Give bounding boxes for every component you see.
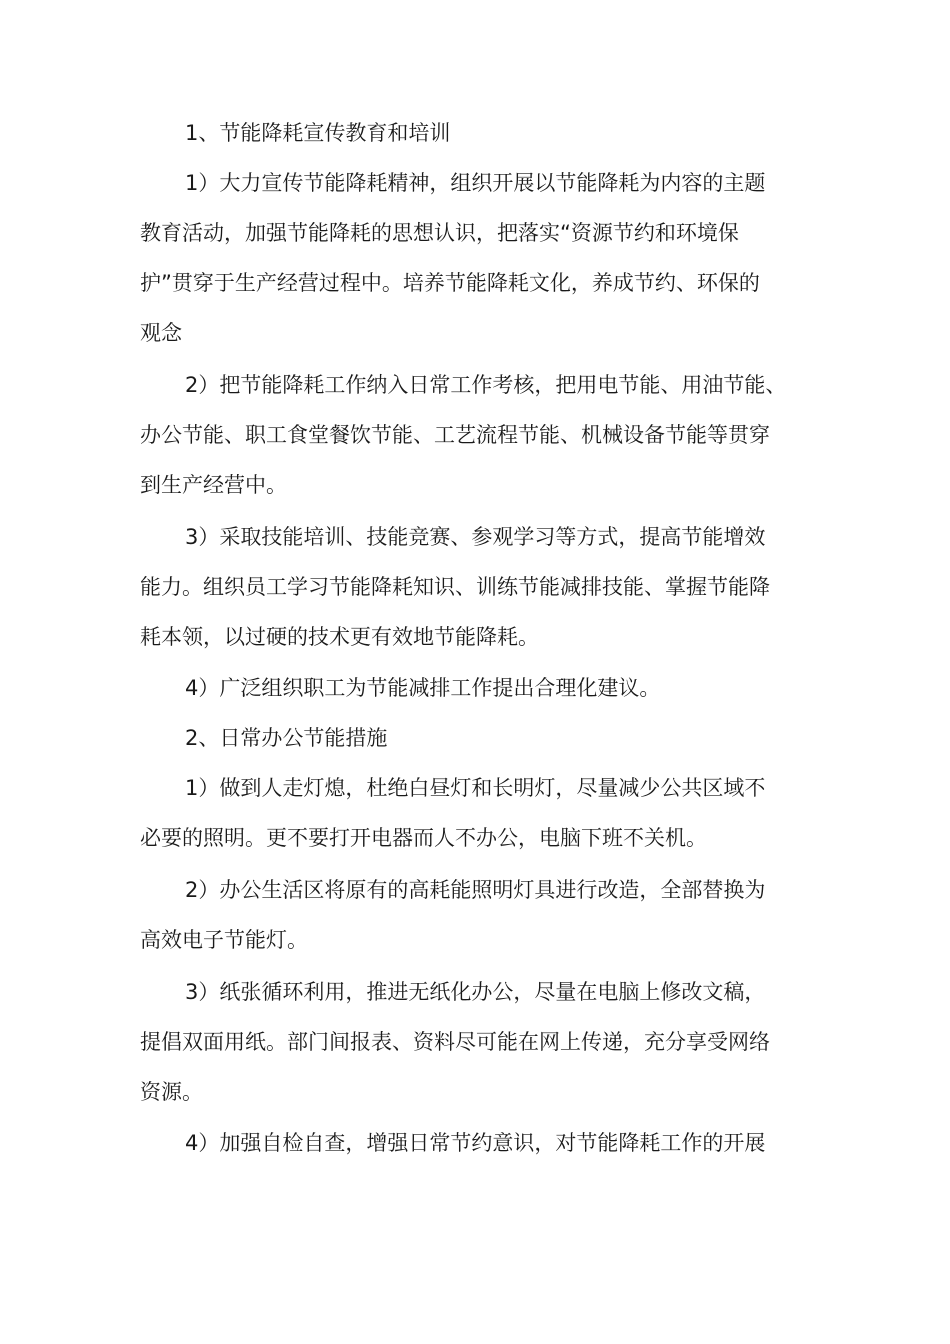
paragraph-line: 2）办公生活区将原有的高耗能照明灯具进行改造，全部替换为 — [185, 878, 766, 902]
paragraph-line: 1）做到人走灯熄，杜绝白昼灯和长明灯，尽量减少公共区域不 — [185, 776, 766, 800]
paragraph-line: 到生产经营中。 — [140, 473, 287, 497]
paragraph-line: 护”贯穿于生产经营过程中。培养节能降耗文化，养成节约、环保的 — [140, 271, 760, 295]
paragraph-line: 4）加强自检自查，增强日常节约意识，对节能降耗工作的开展 — [185, 1131, 766, 1155]
paragraph-line: 提倡双面用纸。部门间报表、资料尽可能在网上传递，充分享受网络 — [140, 1030, 770, 1054]
paragraph-line: 4）广泛组织职工为节能减排工作提出合理化建议。 — [185, 676, 661, 700]
paragraph-line: 能力。组织员工学习节能降耗知识、训练节能减排技能、掌握节能降 — [140, 575, 770, 599]
paragraph-line: 教育活动，加强节能降耗的思想认识，把落实“资源节约和环境保 — [140, 221, 739, 245]
paragraph-line: 2）把节能降耗工作纳入日常工作考核，把用电节能、用油节能、 — [185, 373, 787, 397]
paragraph-line: 办公节能、职工食堂餐饮节能、工艺流程节能、机械设备节能等贯穿 — [140, 423, 770, 447]
paragraph-line: 观念 — [140, 321, 182, 345]
paragraph-line: 3）采取技能培训、技能竞赛、参观学习等方式，提高节能增效 — [185, 525, 766, 549]
paragraph-line: 3）纸张循环利用，推进无纸化办公，尽量在电脑上修改文稿， — [185, 980, 766, 1004]
paragraph-line: 1）大力宣传节能降耗精神，组织开展以节能降耗为内容的主题 — [185, 171, 766, 195]
section-heading-2: 2、日常办公节能措施 — [185, 726, 388, 750]
section-heading-1: 1、节能降耗宣传教育和培训 — [185, 121, 451, 145]
paragraph-line: 高效电子节能灯。 — [140, 928, 308, 952]
paragraph-line: 必要的照明。更不要打开电器而人不办公，电脑下班不关机。 — [140, 826, 707, 850]
paragraph-line: 资源。 — [140, 1080, 203, 1104]
paragraph-line: 耗本领，以过硬的技术更有效地节能降耗。 — [140, 625, 539, 649]
